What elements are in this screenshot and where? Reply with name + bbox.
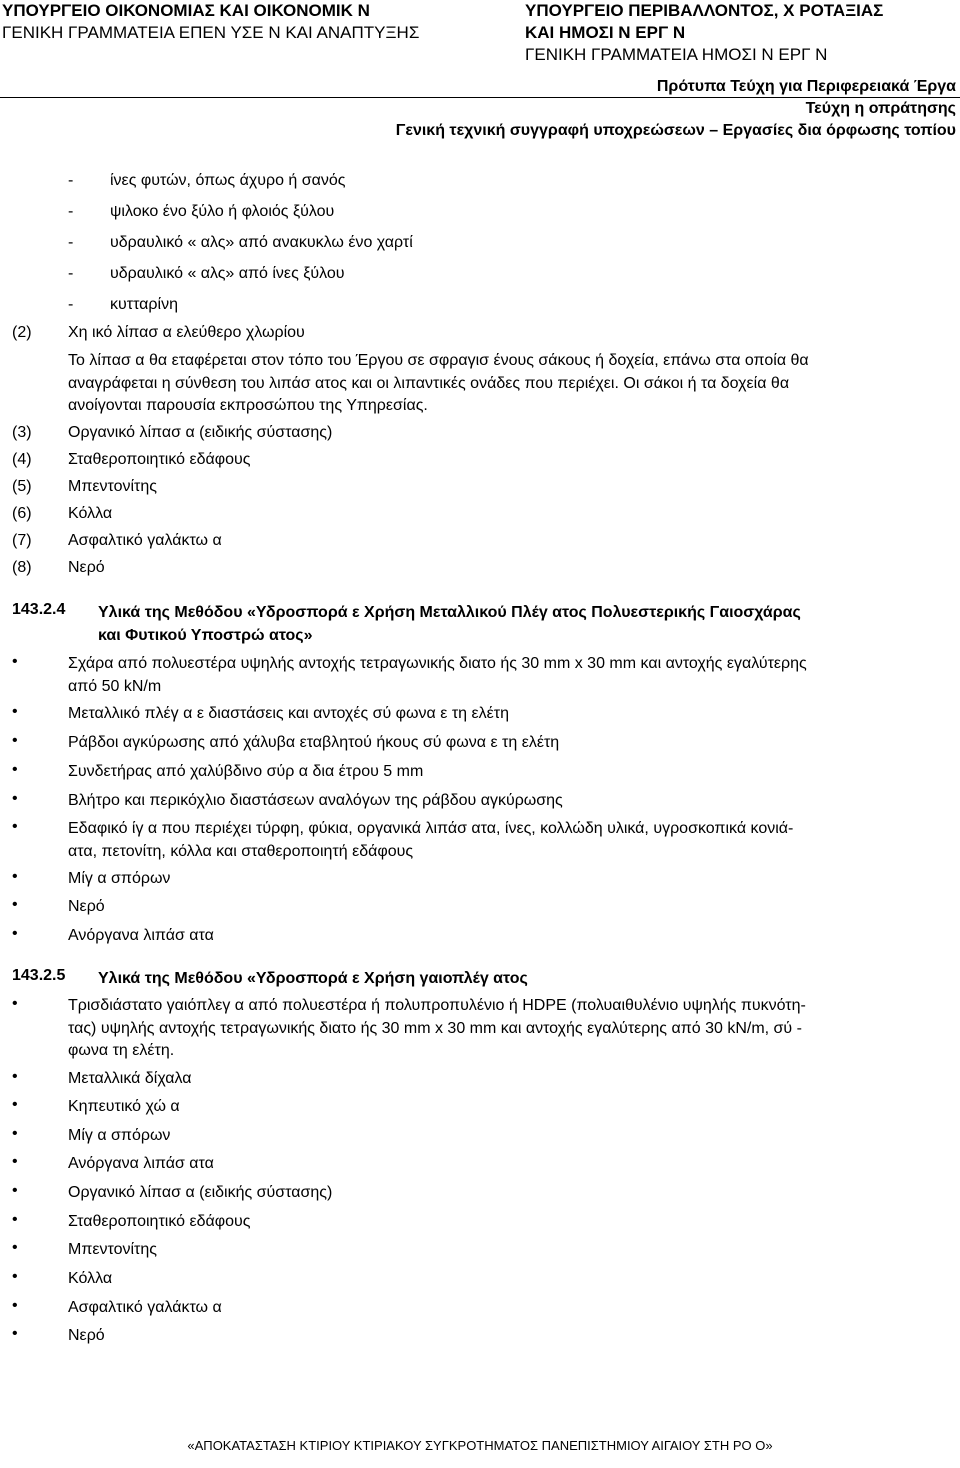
item-number: (4) — [12, 451, 32, 468]
bullet-mark: • — [12, 703, 18, 720]
list-item — [68, 1325, 958, 1348]
ministry-economy-title: ΥΠΟΥΡΓΕΙΟ ΟΙΚΟΝΟΜΙΑΣ ΚΑΙ ΟΙΚΟΝΟΜΙΚ Ν — [2, 1, 370, 20]
item-number: (3) — [12, 424, 32, 441]
section-title-line: Υλικά της Μεθόδου «Υδροσπορά ε Χρήση Μεταλλικού Πλέγ ατος Πολυεστερικής Γαιοσχάρας — [98, 604, 801, 621]
dash-mark: - — [68, 203, 74, 220]
bullet-mark: • — [12, 653, 18, 670]
item-number: (2) — [12, 324, 32, 341]
item-number: (8) — [12, 559, 32, 576]
list-item-line: από 50 kN/m — [68, 677, 162, 695]
secretariat-investments-title: ΓΕΝΙΚΗ ΓΡΑΜΜΑΤΕΙΑ ΕΠΕΝ ΥΣΕ Ν ΚΑΙ ΑΝΑΠΤΥΞΗΣ — [2, 23, 420, 42]
item-number: (5) — [12, 478, 32, 495]
list-item-line: Μεταλλικά δίχαλα — [68, 1070, 192, 1087]
list-item — [68, 868, 958, 891]
item-text: Ασφαλτικό γαλάκτω α — [68, 532, 222, 549]
bullet-mark: • — [12, 818, 18, 835]
list-item — [68, 896, 958, 919]
bullet-mark: • — [12, 1211, 18, 1228]
section-number: 143.2.5 — [12, 967, 66, 984]
list-item — [68, 1068, 958, 1091]
list-item: υδραυλικό « αλς» από ίνες ξύλου — [110, 265, 345, 282]
item-number: (6) — [12, 505, 32, 522]
list-item — [68, 761, 958, 784]
list-item — [68, 1297, 958, 1320]
list-item-line: Μεταλλικό πλέγ α ε διαστάσεις και αντοχές σύ φωνα ε τη ελέτη — [68, 705, 509, 722]
list-item: ψιλοκο ένο ξύλο ή φλοιός ξύλου — [110, 203, 335, 220]
list-item — [68, 1096, 958, 1119]
list-item-line: Τρισδιάστατο γαιόπλεγ α από πολυεστέρα ή πολυπροπυλένιο ή HDPE (πολυαιθυλένιο υψηλής πυκνότη- — [68, 997, 806, 1014]
ministry-environment-title: ΥΠΟΥΡΓΕΙΟ ΠΕΡΙΒΑΛΛΟΝΤΟΣ, Χ ΡΟΤΑΞΙΑΣ — [525, 1, 884, 20]
section-title — [98, 601, 958, 647]
bullet-mark: • — [12, 896, 18, 913]
list-item: ίνες φυτών, όπως άχυρο ή σανός — [110, 172, 346, 189]
paragraph-line: αναγράφεται η σύνθεση του λιπάσ ατος και οι λιπαντικές ονάδες που περιέχει. Οι σάκοι ή τα δοχεία θα — [68, 374, 790, 392]
list-item-line: Σχάρα από πολυεστέρα υψηλής αντοχής τετραγωνικής διατο ής 30 mm x 30 mm και αντοχής εγαλύτερης — [68, 655, 807, 672]
bullet-mark: • — [12, 732, 18, 749]
list-item-line: Νερό — [68, 1327, 105, 1344]
item-text: Μπεντονίτης — [68, 478, 157, 495]
list-item-line: Κόλλα — [68, 1270, 113, 1287]
bullet-mark: • — [12, 1068, 18, 1085]
bullet-mark: • — [12, 1239, 18, 1256]
bullet-mark: • — [12, 1182, 18, 1199]
dash-mark: - — [68, 296, 74, 313]
list-item — [68, 925, 958, 948]
list-item-line: Μίγ α σπόρων — [68, 870, 171, 887]
bullet-mark: • — [12, 1096, 18, 1113]
item-text: Νερό — [68, 559, 105, 576]
document-subtitle — [396, 76, 956, 142]
header-divider — [0, 97, 960, 98]
list-item-line: φωνα τη ελέτη. — [68, 1042, 175, 1059]
list-item — [68, 1239, 958, 1262]
item-text: Οργανικό λίπασ α (ειδικής σύστασης) — [68, 424, 333, 441]
list-item — [68, 1268, 958, 1291]
bullet-mark: • — [12, 868, 18, 885]
list-item-line: Οργανικό λίπασ α (ειδικής σύστασης) — [68, 1184, 333, 1201]
section-title — [98, 967, 958, 990]
paragraph-line: ανοίγονται παρουσία εκπροσώπου της Υπηρεσίας. — [68, 397, 428, 414]
list-item-line: Συνδετήρας από χαλύβδινο σύρ α δια έτρου 5 mm — [68, 763, 424, 780]
list-item-line: Ράβδοι αγκύρωσης από χάλυβα εταβλητού ήκους σύ φωνα ε τη ελέτη — [68, 734, 560, 751]
list-item — [68, 1125, 958, 1148]
header-left — [2, 0, 419, 44]
list-item-line: ατα, πετονίτη, κόλλα και σταθεροποιητή εδάφους — [68, 842, 414, 860]
item-text: Κόλλα — [68, 505, 113, 522]
list-item-line: Κηπευτικό χώ α — [68, 1098, 180, 1115]
paragraph-line: Το λίπασ α θα εταφέρεται στον τόπο του Έργου σε σφραγισ ένους σάκους ή δοχεία, επάνω στα οποία θα — [68, 352, 809, 369]
list-item — [68, 995, 958, 1063]
subtitle-line3: Γενική τεχνική συγγραφή υποχρεώσεων – Εργασίες δια όρφωσης τοπίου — [395, 122, 956, 139]
list-item-line: Ανόργανα λιπάσ ατα — [68, 1155, 214, 1172]
item-number: (7) — [12, 532, 32, 549]
list-item-line: Ασφαλτικό γαλάκτω α — [68, 1299, 222, 1316]
fertilizer-paragraph — [68, 350, 958, 418]
bullet-mark: • — [12, 1297, 18, 1314]
list-item-line: τας) υψηλής αντοχής τετραγωνικής διατο ής 30 mm x 30 mm και αντοχής εγαλύτερης από 30 kN/m, σύ - — [68, 1019, 802, 1037]
item-text: Χη ικό λίπασ α ελεύθερο χλωρίου — [68, 324, 305, 341]
list-item — [68, 703, 958, 726]
header-right — [525, 0, 883, 66]
subtitle-line2: Τεύχη η οπράτησης — [805, 100, 956, 117]
bullet-mark: • — [12, 761, 18, 778]
dash-mark: - — [68, 265, 74, 282]
bullet-mark: • — [12, 1153, 18, 1170]
list-item-line: Μπεντονίτης — [68, 1241, 157, 1258]
dash-mark: - — [68, 234, 74, 251]
list-item-line: Εδαφικό ίγ α που περιέχει τύρφη, φύκια, οργανικά λιπάσ ατα, ίνες, κολλώδη υλικά, υγροσκοπικά κονιά- — [68, 820, 794, 837]
list-item-line: Βλήτρο και περικόχλιο διαστάσεων αναλόγων της ράβδου αγκύρωσης — [68, 792, 563, 809]
list-item: υδραυλικό « αλς» από ανακυκλω ένο χαρτί — [110, 234, 413, 251]
dash-mark: - — [68, 172, 74, 189]
bullet-mark: • — [12, 1125, 18, 1142]
item-text: Σταθεροποιητικό εδάφους — [68, 451, 251, 468]
list-item — [68, 1211, 958, 1234]
list-item-line: Σταθεροποιητικό εδάφους — [68, 1213, 251, 1230]
list-item: κυτταρίνη — [110, 296, 178, 313]
section-title-line: και Φυτικού Υποστρώ ατος» — [98, 627, 313, 644]
secretariat-public-works-title: ΓΕΝΙΚΗ ΓΡΑΜΜΑΤΕΙΑ ΗΜΟΣΙ Ν ΕΡΓ Ν — [525, 45, 828, 64]
list-item-line: Νερό — [68, 898, 105, 915]
list-item — [68, 1182, 958, 1205]
list-item — [68, 653, 958, 698]
list-item — [68, 1153, 958, 1176]
section-title-line: Υλικά της Μεθόδου «Υδροσπορά ε Χρήση γαιοπλέγ ατος — [98, 970, 528, 987]
bullet-mark: • — [12, 925, 18, 942]
list-item — [68, 732, 958, 755]
ministry-environment-title-line2: ΚΑΙ ΗΜΟΣΙ Ν ΕΡΓ Ν — [525, 23, 686, 42]
list-item — [68, 790, 958, 813]
list-item-line: Μίγ α σπόρων — [68, 1127, 171, 1144]
list-item-line: Ανόργανα λιπάσ ατα — [68, 927, 214, 944]
bullet-mark: • — [12, 1268, 18, 1285]
bullet-mark: • — [12, 995, 18, 1012]
section-number: 143.2.4 — [12, 601, 66, 618]
subtitle-line1: Πρότυπα Τεύχη για Περιφερειακά Έργα — [656, 78, 956, 95]
bullet-mark: • — [12, 1325, 18, 1342]
bullet-mark: • — [12, 790, 18, 807]
list-item — [68, 818, 958, 863]
page-footer: «ΑΠΟΚΑΤΑΣΤΑΣΗ ΚΤΙΡΙΟΥ ΚΤΙΡΙΑΚΟΥ ΣΥΓΚΡΟΤΗΜΑΤΟΣ ΠΑΝΕΠΙΣΤΗΜΙΟΥ ΑΙΓΑΙΟΥ ΣΤΗ ΡΟ Ο» — [187, 1438, 773, 1453]
